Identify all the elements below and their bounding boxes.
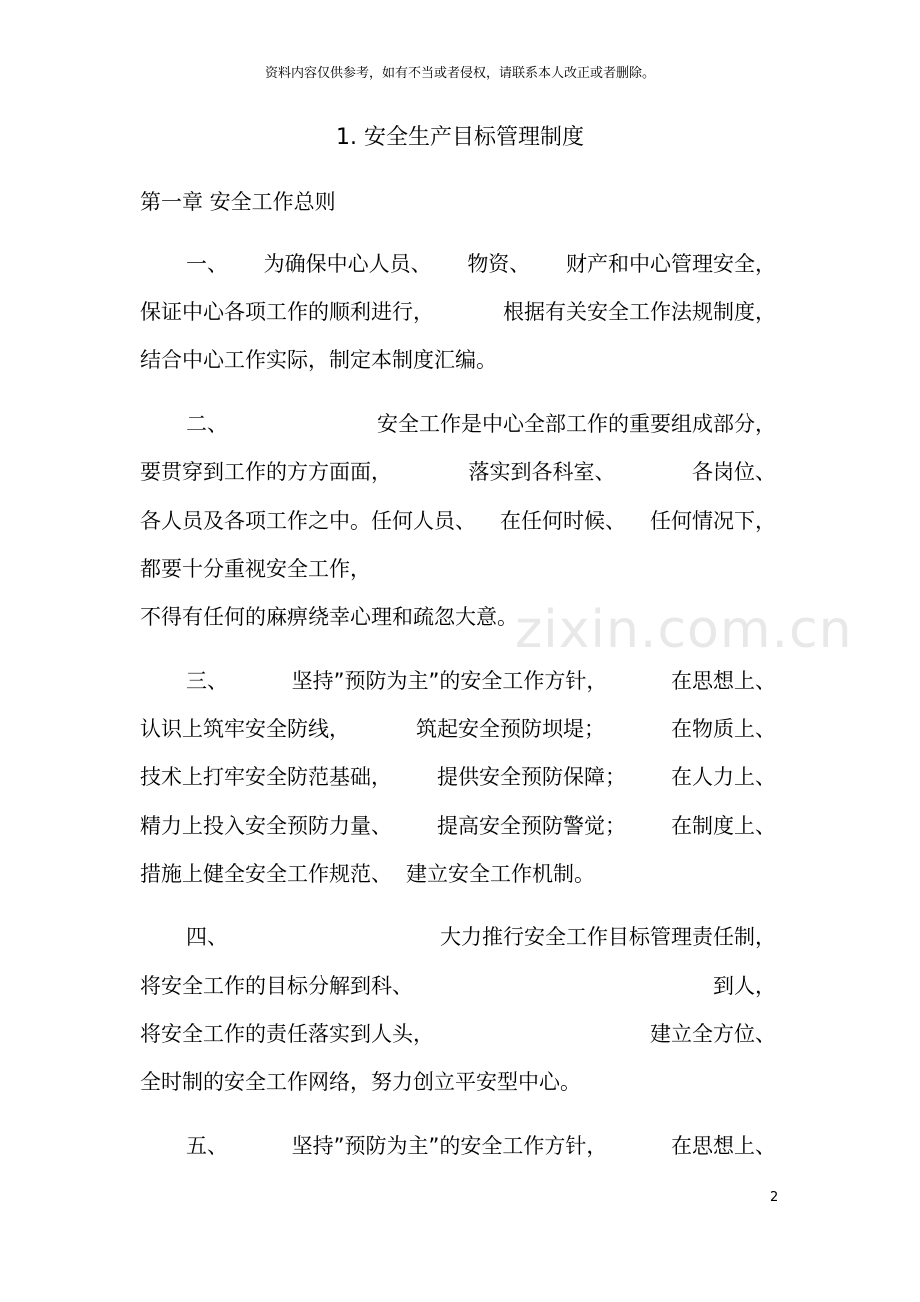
text-segment: 一、 [186,252,228,276]
text-segment: 在思想上、 [670,669,776,693]
text-segment: 不得有任何的麻痹绕幸心理和疏忽大意。 [140,605,518,629]
text-segment: 坚持”预防为主”的安全工作方针， [291,669,608,693]
text-segment: 将安全工作的责任落实到人头， [140,1022,434,1046]
text-segment: 在人力上、 [671,765,776,789]
text-segment: 提高安全预防警觉； [437,814,626,838]
text-segment: 落实到各科室、 [468,460,616,484]
text-segment: 根据有关安全工作法规制度， [503,300,776,324]
text-segment: 技术上打牢安全防范基础， [140,765,392,789]
text-segment: 为确保中心人员、 [263,252,432,276]
text-segment: 要贯穿到工作的方方面面， [140,460,392,484]
paragraph-line [140,858,776,890]
paragraph-line [140,970,776,1002]
text-segment: 财产和中心管理安全， [565,252,776,276]
text-segment: 坚持”预防为主”的安全工作方针， [291,1134,608,1158]
text-segment: 保证中心各项工作的顺利进行， [140,300,434,324]
paragraph-line [186,1130,776,1162]
paragraph-line [186,665,776,697]
text-segment: 结合中心工作实际，制定本制度汇编。 [140,348,497,372]
text-segment: 任何情况下， [650,509,776,533]
text-segment: 四、 [186,925,228,949]
paragraph-line [140,1018,776,1050]
text-segment: 物资、 [467,252,531,276]
text-segment: 安全工作是中心全部工作的重要组成部分， [377,412,776,436]
text-segment: 三、 [186,669,228,693]
document-header-note: 资料内容仅供参考，如有不当或者侵权，请联系本人改正或者删除。 [264,66,655,81]
text-segment: 提供安全预防保障； [437,765,626,789]
text-segment: 各人员及各项工作之中。任何人员、 [140,509,476,533]
text-segment: 建立全方位、 [650,1022,776,1046]
text-segment: 在制度上、 [671,814,776,838]
text-segment: 大力推行安全工作目标管理责任制， [440,925,776,949]
text-segment: 在物质上、 [671,717,776,741]
paragraph-line [140,296,776,328]
text-segment: 在思想上、 [670,1134,776,1158]
text-segment: 筑起安全预防坝堤； [416,717,605,741]
text-segment: 认识上筑牢安全防线， [140,717,350,741]
paragraph-line [186,248,776,280]
document-title: 1. 安全生产目标管理制度 [336,125,584,150]
paragraph-line [140,456,776,488]
paragraph-line [140,553,776,585]
text-segment: 都要十分重视安全工作， [140,557,371,581]
watermark: zixin.com.cn [515,600,853,660]
text-segment: 建立安全工作机制。 [406,862,595,886]
paragraph-line [140,1066,776,1098]
text-segment: 将安全工作的目标分解到科、 [140,974,413,998]
text-segment: 五、 [186,1134,228,1158]
paragraph-line [140,810,776,842]
text-segment: 二、 [186,412,228,436]
text-segment: 各岗位、 [692,460,776,484]
paragraph-line [140,713,776,745]
paragraph-line [140,505,776,537]
paragraph-line [186,408,776,440]
chapter-heading: 第一章 安全工作总则 [140,190,336,214]
text-segment: 措施上健全安全工作规范、 [140,862,392,886]
text-segment: 全时制的安全工作网络，努力创立平安型中心。 [140,1070,581,1094]
paragraph-line [140,344,776,376]
text-segment: 到人， [713,974,776,998]
paragraph-line [140,761,776,793]
text-segment: 精力上投入安全预防力量、 [140,814,392,838]
text-segment: 在任何时候、 [500,509,626,533]
page-number: 2 [770,1190,779,1205]
paragraph-line [186,921,776,953]
